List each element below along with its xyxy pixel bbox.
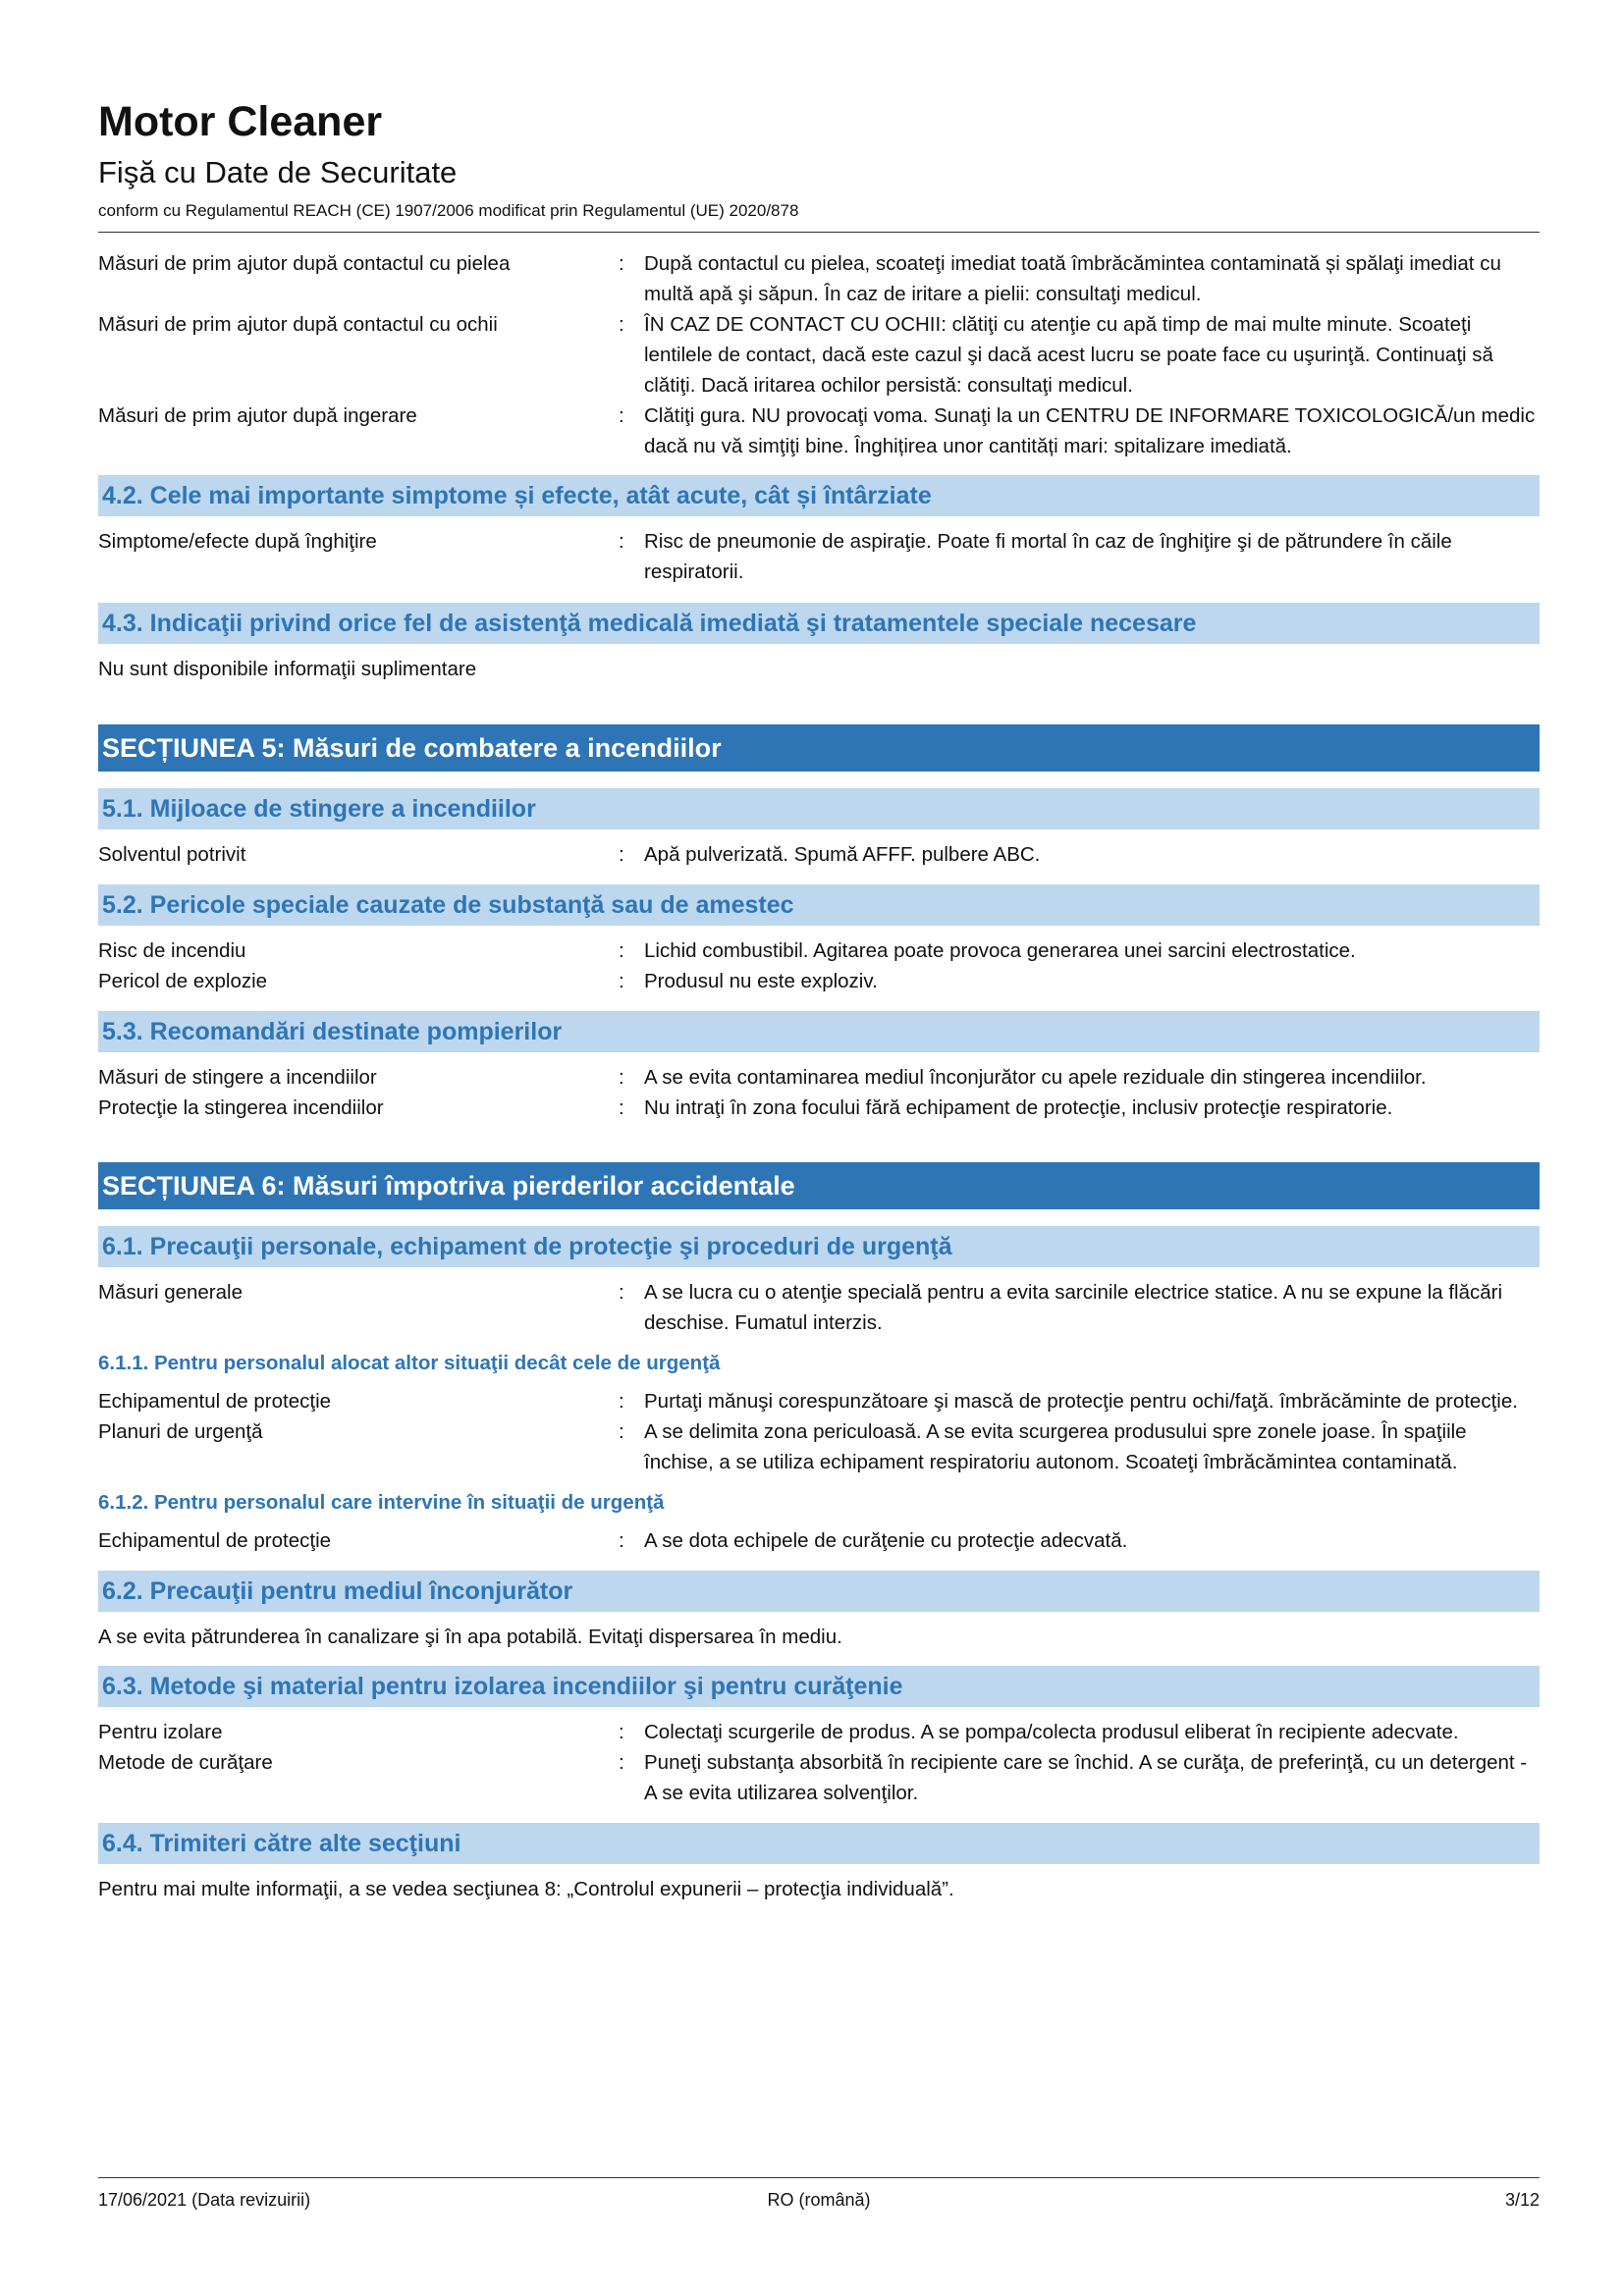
- row-value: Clătiţi gura. NU provocaţi voma. Sunaţi la un CENTRU DE INFORMARE TOXICOLOGICĂ/un medic dacă nu vă simţiţi bine. Înghițirea unor cantități mari: spitalizare imediată.: [644, 404, 1536, 457]
- row-value: Risc de pneumonie de aspiraţie. Poate fi mortal în caz de înghiţire şi de pătrundere în căile respiratorii.: [644, 530, 1452, 583]
- footer-divider: [98, 2177, 1540, 2178]
- table-row: Risc de incendiu : Lichid combustibil. Agitarea poate provoca generarea unei sarcini electrostatice.: [98, 935, 1540, 966]
- row-label: Măsuri de prim ajutor după contactul cu pielea: [98, 252, 511, 275]
- table-row: Pericol de explozie : Produsul nu este exploziv.: [98, 966, 1540, 996]
- row-label: Măsuri de stingere a incendiilor: [98, 1066, 377, 1089]
- row-value: A se dota echipele de curăţenie cu protecţie adecvată.: [644, 1529, 1128, 1552]
- row-label: Măsuri de prim ajutor după ingerare: [98, 404, 417, 427]
- subsubsection-heading-6-1-2: 6.1.2. Pentru personalul care intervine în situaţii de urgenţă: [98, 1491, 665, 1514]
- subsection-heading-4-3: 4.3. Indicaţii privind orice fel de asistenţă medicală imediată şi tratamentele speciale necesare: [98, 603, 1540, 644]
- regulation-note: conform cu Regulamentul REACH (CE) 1907/2006 modificat prin Regulamentul (UE) 2020/878: [98, 201, 799, 220]
- subsection-heading-6-2: 6.2. Precauţii pentru mediul înconjurător: [98, 1571, 1540, 1612]
- subsection-heading-6-1: 6.1. Precauţii personale, echipament de protecţie şi proceduri de urgenţă: [98, 1226, 1540, 1267]
- row-value: Nu intraţi în zona focului fără echipament de protecţie, inclusiv protecţie respiratorie.: [644, 1096, 1393, 1119]
- language-label: RO (română): [767, 2190, 871, 2210]
- symptoms-row: Simptome/efecte după înghiţire : Risc de pneumonie de aspiraţie. Poate fi mortal în caz de înghiţire şi de pătrundere în căile respiratorii.: [98, 526, 1540, 587]
- row-label: Simptome/efecte după înghiţire: [98, 530, 377, 553]
- document-page: [98, 96, 1540, 1904]
- row-label: Echipamentul de protecţie: [98, 1529, 332, 1552]
- page-footer: [98, 2177, 1540, 2212]
- subsection-heading-6-3: 6.3. Metode şi material pentru izolarea incendiilor şi pentru curăţenie: [98, 1666, 1540, 1707]
- row-label: Risc de incendiu: [98, 939, 246, 962]
- table-row: Pentru izolare : Colectaţi scurgerile de produs. A se pompa/colecta produsul eliberat în recipiente adecvate.: [98, 1717, 1540, 1747]
- first-aid-row: Măsuri de prim ajutor după ingerare : Clătiţi gura. NU provocaţi voma. Sunaţi la un CENTRU DE INFORMARE TOXICOLOGICĂ/un medic dacă nu vă simţiţi bine. Înghițirea unor cantități mari: spitalizare imediată.: [98, 400, 1540, 461]
- row-label: Metode de curăţare: [98, 1751, 273, 1774]
- row-value: Produsul nu este exploziv.: [644, 970, 878, 992]
- row-value: A se delimita zona periculoasă. A se evita scurgerea produsului spre zonele joase. În spaţiile închise, a se utiliza echipament respiratoriu autonom. Scoateţi îmbrăcămintea contaminată.: [644, 1420, 1467, 1473]
- header-divider: [98, 232, 1540, 233]
- row-label: Măsuri de prim ajutor după contactul cu ochii: [98, 313, 498, 336]
- section-heading-5: SECȚIUNEA 5: Măsuri de combatere a incendiilor: [98, 724, 1540, 772]
- row-value: După contactul cu pielea, scoateţi imediat toată îmbrăcămintea contaminată și spălaţi imediat cu multă apă şi săpun. În caz de iritare a pielii: consultaţi medicul.: [644, 252, 1501, 305]
- subsection-heading-6-4: 6.4. Trimiteri către alte secţiuni: [98, 1823, 1540, 1864]
- row-value: Colectaţi scurgerile de produs. A se pompa/colecta produsul eliberat în recipiente adecvate.: [644, 1721, 1459, 1743]
- fire-hazard-list: [98, 935, 1540, 996]
- subsection-heading-5-2: 5.2. Pericole speciale cauzate de substanţă sau de amestec: [98, 884, 1540, 926]
- row-label: Pericol de explozie: [98, 970, 268, 992]
- table-row: Măsuri generale : A se lucra cu o atenţie specială pentru a evita sarcinile electrice statice. A nu se expune la flăcări deschise. Fumatul interzis.: [98, 1277, 1540, 1338]
- row-value: Purtaţi mănuşi corespunzătoare şi mască de protecţie pentru ochi/faţă. îmbrăcăminte de protecţie.: [644, 1390, 1518, 1413]
- document-title: Motor Cleaner: [98, 98, 383, 145]
- row-label: Echipamentul de protecţie: [98, 1390, 332, 1413]
- firefighter-list: [98, 1062, 1540, 1123]
- row-value: A se evita contaminarea mediul înconjurător cu apele reziduale din stingerea incendiilor.: [644, 1066, 1427, 1089]
- first-aid-list: [98, 248, 1540, 461]
- document-subtitle: Fişă cu Date de Securitate: [98, 155, 458, 189]
- row-value: Puneţi substanţa absorbită în recipiente care se închid. A se curăţa, de preferinţă, cu un detergent - A se evita utilizarea solvenţilor.: [644, 1751, 1528, 1804]
- cleanup-list: [98, 1717, 1540, 1808]
- table-row: Metode de curăţare : Puneţi substanţa absorbită în recipiente care se închid. A se curăţa, de preferinţă, cu un detergent - A se evita utilizarea solvenţilor.: [98, 1747, 1540, 1808]
- paragraph: Nu sunt disponibile informaţii suplimentare: [98, 658, 477, 680]
- table-row: Măsuri de stingere a incendiilor : A se evita contaminarea mediul înconjurător cu apele reziduale din stingerea incendiilor.: [98, 1062, 1540, 1093]
- subsection-heading-4-2: 4.2. Cele mai importante simptome și efecte, atât acute, cât și întârziate: [98, 475, 1540, 516]
- row-label: Măsuri generale: [98, 1281, 243, 1304]
- row-value: A se lucra cu o atenţie specială pentru a evita sarcinile electrice statice. A nu se expune la flăcări deschise. Fumatul interzis.: [644, 1281, 1503, 1334]
- table-row: Planuri de urgenţă : A se delimita zona periculoasă. A se evita scurgerea produsului spre zonele joase. În spaţiile închise, a se utiliza echipament respiratoriu autonom. Scoateţi îmbrăcămintea contaminată.: [98, 1416, 1540, 1477]
- first-aid-row: Măsuri de prim ajutor după contactul cu ochii : ÎN CAZ DE CONTACT CU OCHII: clătiţi cu atenţie cu apă timp de mai multe minute. Scoateţi lentilele de contact, dacă este cazul şi dacă acest lucru se poate face cu uşurinţă. Continuaţi să clătiţi. Dacă iritarea ochilor persistă: consultaţi medicul.: [98, 309, 1540, 400]
- table-row: Echipamentul de protecţie : Purtaţi mănuşi corespunzătoare şi mască de protecţie pentru ochi/faţă. îmbrăcăminte de protecţie.: [98, 1386, 1540, 1416]
- table-row: Protecţie la stingerea incendiilor : Nu intraţi în zona focului fără echipament de protecţie, inclusiv protecţie respiratorie.: [98, 1093, 1540, 1123]
- table-row: Solventul potrivit : Apă pulverizată. Spumă AFFF. pulbere ABC.: [98, 839, 1540, 870]
- row-label: Protecţie la stingerea incendiilor: [98, 1096, 384, 1119]
- row-value: Apă pulverizată. Spumă AFFF. pulbere ABC.: [644, 843, 1041, 866]
- row-value: Lichid combustibil. Agitarea poate provoca generarea unei sarcini electrostatice.: [644, 939, 1356, 962]
- row-value: ÎN CAZ DE CONTACT CU OCHII: clătiţi cu atenţie cu apă timp de mai multe minute. Scoateţi lentilele de contact, dacă este cazul şi dacă acest lucru se poate face cu uşurinţă. Continuaţi să clătiţi. Dacă iritarea ochilor persistă: consultaţi medicul.: [644, 313, 1493, 397]
- section-heading-6: SECȚIUNEA 6: Măsuri împotriva pierderilor accidentale: [98, 1162, 1540, 1209]
- paragraph: A se evita pătrunderea în canalizare şi în apa potabilă. Evitaţi dispersarea în mediu.: [98, 1626, 842, 1648]
- row-label: Planuri de urgenţă: [98, 1420, 263, 1443]
- subsection-heading-5-3: 5.3. Recomandări destinate pompierilor: [98, 1011, 1540, 1052]
- non-emergency-list: [98, 1386, 1540, 1477]
- subsubsection-heading-6-1-1: 6.1.1. Pentru personalul alocat altor situaţii decât cele de urgenţă: [98, 1352, 721, 1374]
- table-row: Echipamentul de protecţie : A se dota echipele de curăţenie cu protecţie adecvată.: [98, 1525, 1540, 1556]
- page-number: 3/12: [1504, 2190, 1540, 2210]
- row-label: Solventul potrivit: [98, 843, 246, 866]
- revision-date: 17/06/2021 (Data revizuirii): [98, 2190, 311, 2210]
- row-label: Pentru izolare: [98, 1721, 223, 1743]
- subsection-heading-5-1: 5.1. Mijloace de stingere a incendiilor: [98, 788, 1540, 829]
- paragraph: Pentru mai multe informaţii, a se vedea secţiunea 8: „Controlul expunerii – protecţia individuală”.: [98, 1878, 954, 1900]
- first-aid-row: Măsuri de prim ajutor după contactul cu pielea : După contactul cu pielea, scoateţi imediat toată îmbrăcămintea contaminată și spălaţi imediat cu multă apă şi săpun. În caz de iritare a pielii: consultaţi medicul.: [98, 248, 1540, 309]
